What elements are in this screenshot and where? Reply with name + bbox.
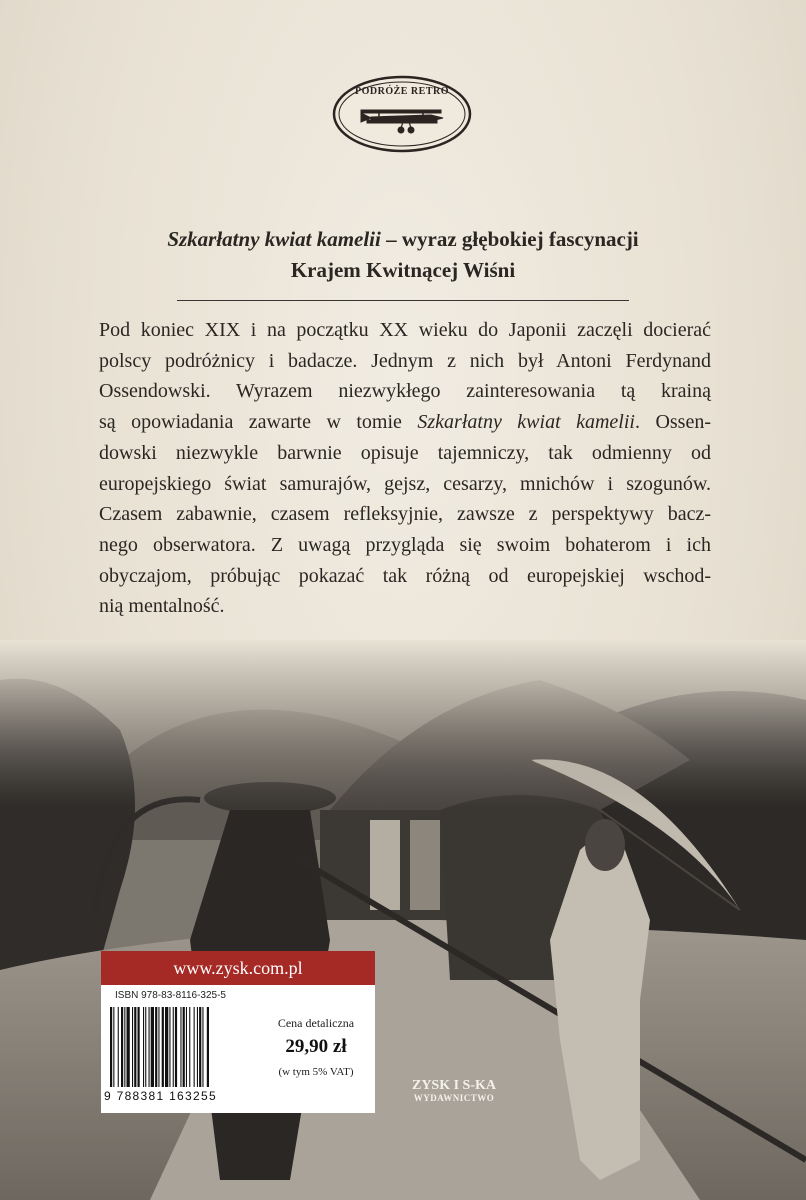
barcode-bar [151,1007,154,1087]
barcode-bar [149,1007,150,1087]
divider-rule [177,300,629,301]
body-italic-title: Szkarłatny kwiat kamelii [417,411,635,434]
barcode-bar [199,1007,201,1087]
website-bar: www.zysk.com.pl [101,951,375,985]
publisher-sub: WYDAWNICTWO [413,1093,495,1103]
publisher-name: ZYSK I S-KA [411,1078,497,1093]
barcode-bar [121,1007,123,1087]
body-line: polscy podróżnicy i badacze. Jednym z nich był Antoni Ferdynand [99,349,711,372]
barcode-bar [124,1007,125,1087]
barcode-bar [165,1007,168,1087]
body-line: obyczajom, próbując pokazać tak różną od europejskiej wschod- [99,564,711,587]
price: 29,90 zł [285,1036,347,1057]
price-label: Cena detaliczna [277,1016,355,1030]
barcode-bar [207,1007,209,1087]
barcode-bar [127,1007,130,1087]
barcode-bar [169,1007,170,1087]
barcode-bar [186,1007,187,1087]
blurb-body [99,315,711,622]
barcode-bar [134,1007,136,1087]
barcode-bar [202,1007,203,1087]
body-line: Ossendowski. Wyrazem niezwykłego zainteresowania tą krainą [99,380,711,403]
heading-italic-title: Szkarłatny kwiat kamelii [167,227,381,251]
body-line: nią mentalność. [99,595,225,618]
barcode-bar [162,1007,164,1087]
body-line-4-end: . Ossen- [634,411,712,434]
barcode-bar [173,1007,174,1087]
barcode-digits: 9 788381 163255 [104,1089,217,1103]
barcode-bar [158,1007,159,1087]
podroze-retro-logo [331,74,473,154]
barcode-bar [155,1007,157,1087]
barcode-bar [183,1007,185,1087]
barcode-bar [180,1007,181,1087]
body-line: nego obserwatora. Z uwagą przygląda się swoim bohaterom i ich [99,533,711,556]
barcode-bar [197,1007,198,1087]
body-line-4-start: są opowiadania zawarte w tomie [99,411,418,434]
barcode-bar [194,1007,195,1087]
heading-line-2: Krajem Kwitnącej Wiśni [290,258,516,282]
body-line: europejskiego świat samurajów, gejsz, cesarzy, mnichów i szogunów. [99,472,711,495]
barcode-bar [143,1007,144,1087]
barcode-bar [132,1007,133,1087]
barcode-bar [113,1007,114,1087]
isbn-label: ISBN 978-83-8116-325-5 [115,990,226,1001]
blurb-heading [100,224,706,286]
barcode-bar [118,1007,119,1087]
barcode [106,1005,254,1091]
heading-line-1 [100,224,706,255]
barcode-bar [145,1007,146,1087]
heading-title-rest: – wyraz głębokiej fascynacji [380,227,639,251]
barcode-bar [138,1007,140,1087]
body-line-with-title [99,407,711,438]
body-line: Pod koniec XIX i na początku XX wieku do Japonii zaczęli docierać [99,319,711,341]
vat-note: (w tym 5% VAT) [278,1066,354,1078]
barcode-bar [189,1007,190,1087]
body-line: Czasem zabawnie, czasem refleksyjnie, zawsze z perspektywy bacz- [99,503,711,526]
body-line: dowski niezwykle barwnie opisuje tajemniczy, tak odmienny od [99,441,711,464]
cover-photo [0,640,806,1200]
barcode-bar [110,1007,112,1087]
logo-text: PODRÓŻE RETRO [354,86,449,97]
barcode-bar [175,1007,177,1087]
publisher-logo [395,1078,513,1104]
